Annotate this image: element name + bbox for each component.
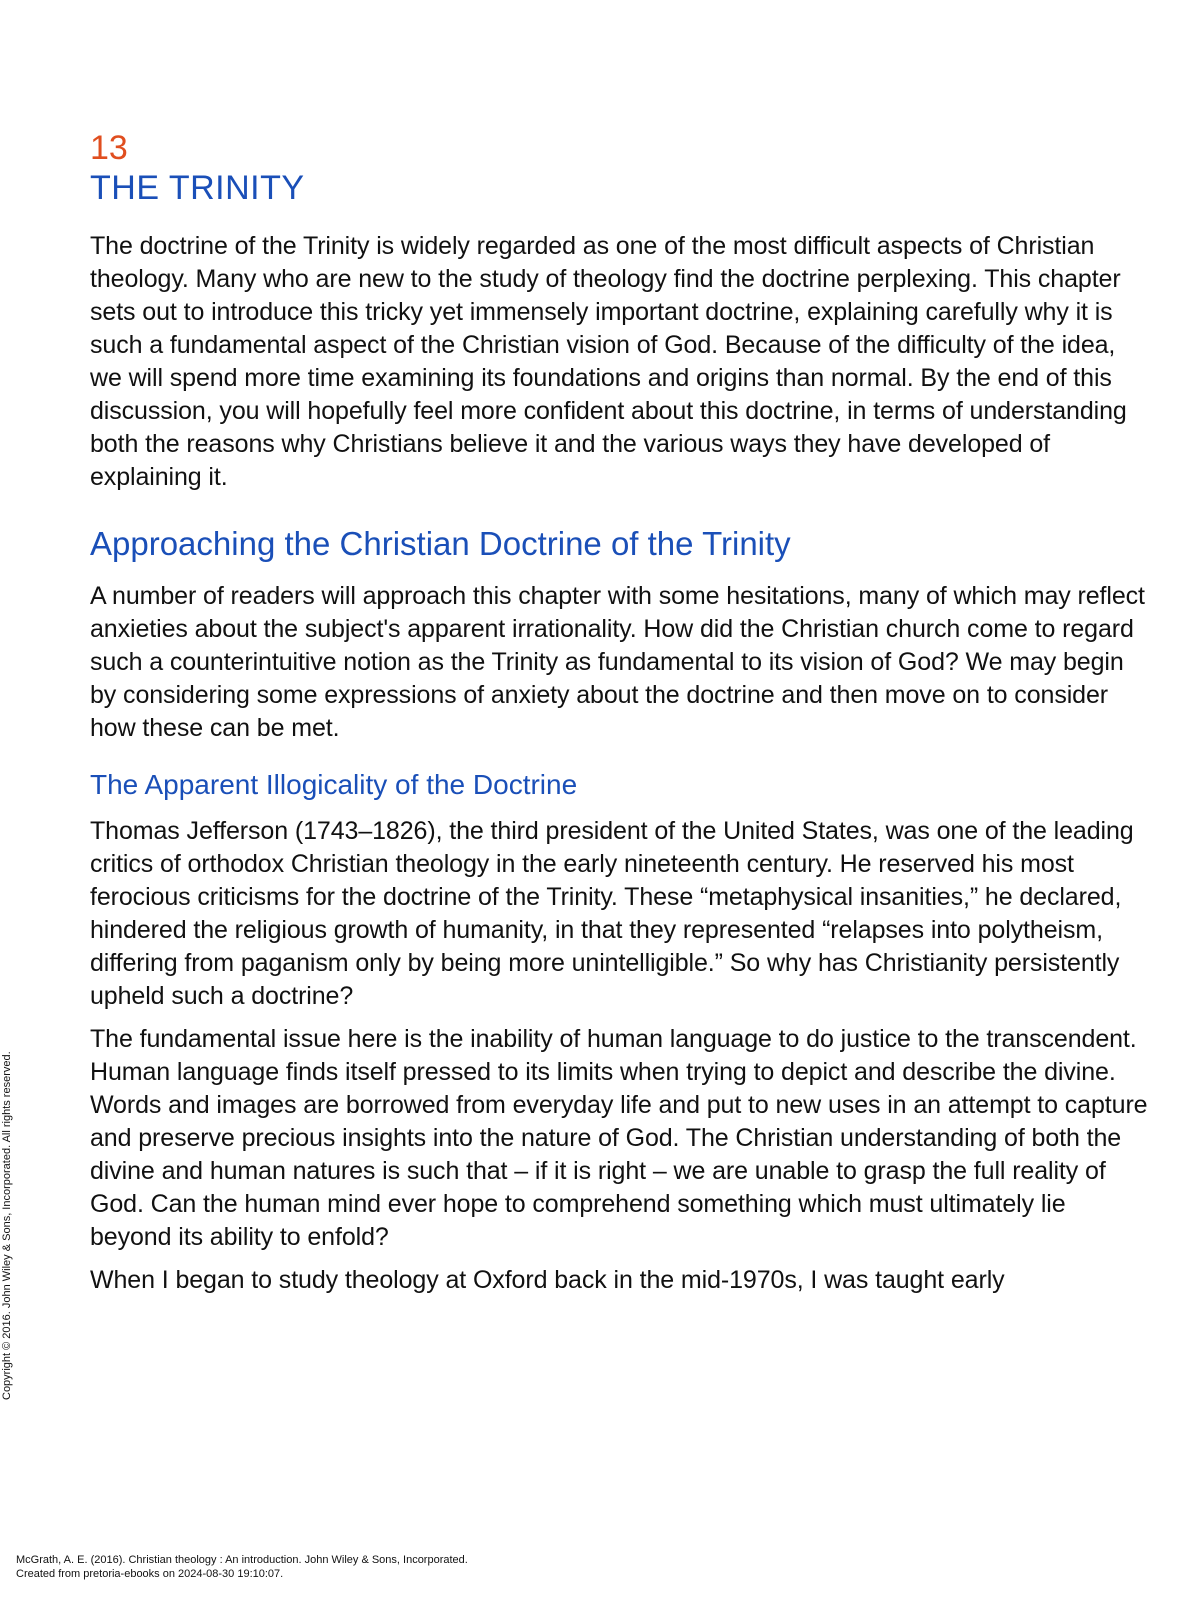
chapter-number: 13	[90, 129, 128, 167]
page-content	[90, 128, 1150, 1307]
section-paragraph: A number of readers will approach this chapter with some hesitations, many of which may reflect anxieties about the subject's apparent irrationality. How did the Christian church come to regard such a counterintuitive notion as the Trinity as fundamental to its vision of God? We may begin by considering some expressions of anxiety about the doctrine and then move on to consider how these can be met.	[90, 582, 1145, 742]
subsection-heading: The Apparent Illogicality of the Doctrine	[90, 769, 578, 800]
footer-citation: McGrath, A. E. (2016). Christian theology : An introduction. John Wiley & Sons, Incorporated.	[16, 1554, 468, 1566]
chapter-title: THE TRINITY	[90, 169, 305, 207]
section-heading: Approaching the Christian Doctrine of the Trinity	[90, 525, 791, 562]
footer-created: Created from pretoria-ebooks on 2024-08-30 19:10:07.	[16, 1568, 284, 1580]
side-copyright-notice: Copyright © 2016. John Wiley & Sons, Incorporated. All rights reserved.	[1, 1051, 13, 1400]
body-paragraph: When I began to study theology at Oxford back in the mid-1970s, I was taught early	[90, 1266, 1005, 1294]
body-paragraph: Thomas Jefferson (1743–1826), the third president of the United States, was one of the leading critics of orthodox Christian theology in the early nineteenth century. He reserved his most ferocious criticisms for the doctrine of the Trinity. These “metaphysical insanities,” he declared, hindered the religious growth of humanity, in that they represented “relapses into polytheism, differing from paganism only by being more unintelligible.” So why has Christianity persistently upheld such a doctrine?	[90, 817, 1134, 1010]
intro-paragraph: The doctrine of the Trinity is widely regarded as one of the most difficult aspects of Christian theology. Many who are new to the study of theology find the doctrine perplexing. This chapter sets out to introduce this tricky yet immensely important doctrine, explaining carefully why it is such a fundamental aspect of the Christian vision of God. Because of the difficulty of the idea, we will spend more time examining its foundations and origins than normal. By the end of this discussion, you will hopefully feel more confident about this doctrine, in terms of understanding both the reasons why Christians believe it and the various ways they have developed of explaining it.	[90, 232, 1127, 491]
page-footer	[16, 1553, 468, 1581]
body-paragraph: The fundamental issue here is the inability of human language to do justice to the transcendent. Human language finds itself pressed to its limits when trying to depict and describe the divine. Words and images are borrowed from everyday life and put to new uses in an attempt to capture and preserve precious insights into the nature of God. The Christian understanding of both the divine and human natures is such that – if it is right – we are unable to grasp the full reality of God. Can the human mind ever hope to comprehend something which must ultimately lie beyond its ability to enfold?	[90, 1025, 1148, 1251]
